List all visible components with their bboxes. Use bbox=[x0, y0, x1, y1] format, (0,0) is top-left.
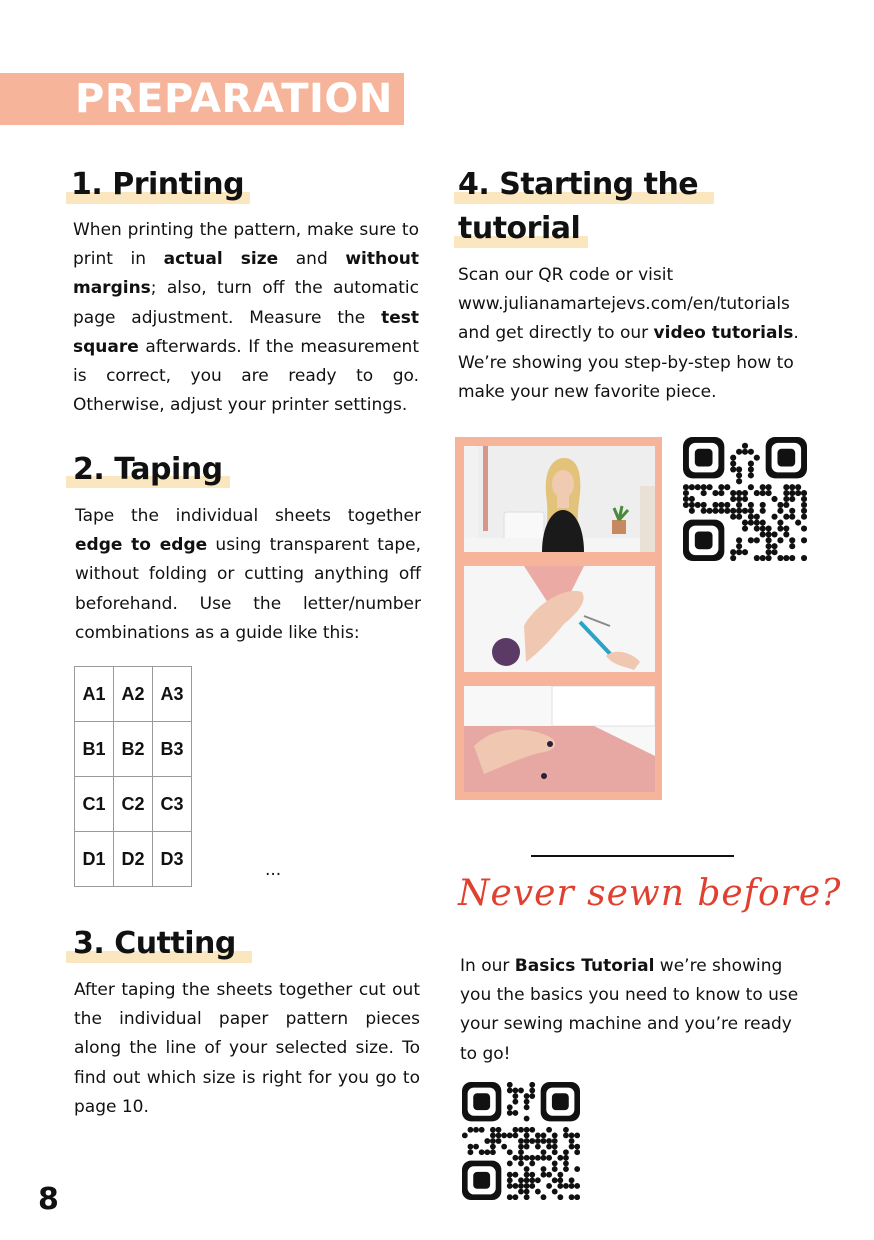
grid-row bbox=[75, 777, 192, 832]
banner-title: PREPARATION bbox=[75, 76, 393, 122]
taping-text: Tape the individual sheets together edge to edge using transparent tape, without folding or cutting anything off beforehand. Use the letter/number combinations as a guide like this: bbox=[75, 506, 422, 643]
basics-text: In our Basics Tutorial we’re showing you the basics you need to know to use your sewing machine and you’re ready to go! bbox=[460, 956, 799, 1064]
grid-cell: D2 bbox=[114, 832, 153, 887]
grid-cell: D3 bbox=[153, 832, 192, 887]
heading-starting-tutorial-line2: tutorial bbox=[458, 211, 581, 246]
grid-row bbox=[75, 832, 192, 887]
grid-cell: B2 bbox=[114, 722, 153, 777]
printing-text: When printing the pattern, make sure to print in actual size and without margins; also, turn off the automatic page adjustment. Measure the test square afterwards. If the measurement is correct, you are ready to go. Otherwise, adjust your printer settings. bbox=[73, 220, 419, 416]
sewing-photo bbox=[464, 686, 655, 792]
presenter-photo bbox=[464, 446, 655, 552]
cutting-photo bbox=[464, 566, 655, 672]
cutting-text: After taping the sheets together cut out the individual paper pattern pieces along the line of your selected size. To find out which size is right for you go to page 10. bbox=[74, 980, 420, 1117]
grid-row bbox=[75, 667, 192, 722]
heading-taping: 2. Taping bbox=[73, 452, 223, 487]
tutorial-text: Scan our QR code or visit www.julianamartejevs.com/en/tutorials and get directly to our video tutorials. We’re showing you step-by-step how to make your new favorite piece. bbox=[458, 265, 799, 402]
grid-cell: A3 bbox=[153, 667, 192, 722]
tutorial-photo-collage bbox=[455, 437, 662, 800]
section-banner bbox=[0, 73, 404, 125]
heading-printing: 1. Printing bbox=[71, 167, 245, 202]
grid-cell: B1 bbox=[75, 722, 114, 777]
grid-ellipsis: ... bbox=[265, 860, 282, 880]
page-number: 8 bbox=[38, 1182, 59, 1217]
qr-code-icon bbox=[683, 437, 807, 561]
grid-cell: A1 bbox=[75, 667, 114, 722]
grid-cell: A2 bbox=[114, 667, 153, 722]
qr-code-icon bbox=[462, 1082, 580, 1200]
never-sewn-script-title: Never sewn before? bbox=[458, 873, 842, 914]
heading-starting-tutorial-line1: 4. Starting the bbox=[458, 167, 699, 202]
grid-cell: D1 bbox=[75, 832, 114, 887]
grid-row bbox=[75, 722, 192, 777]
grid-cell: C2 bbox=[114, 777, 153, 832]
grid-cell: C3 bbox=[153, 777, 192, 832]
sheet-grid bbox=[74, 666, 192, 887]
grid-cell: C1 bbox=[75, 777, 114, 832]
heading-cutting: 3. Cutting bbox=[73, 926, 236, 961]
grid-cell: B3 bbox=[153, 722, 192, 777]
divider-line bbox=[531, 855, 734, 857]
